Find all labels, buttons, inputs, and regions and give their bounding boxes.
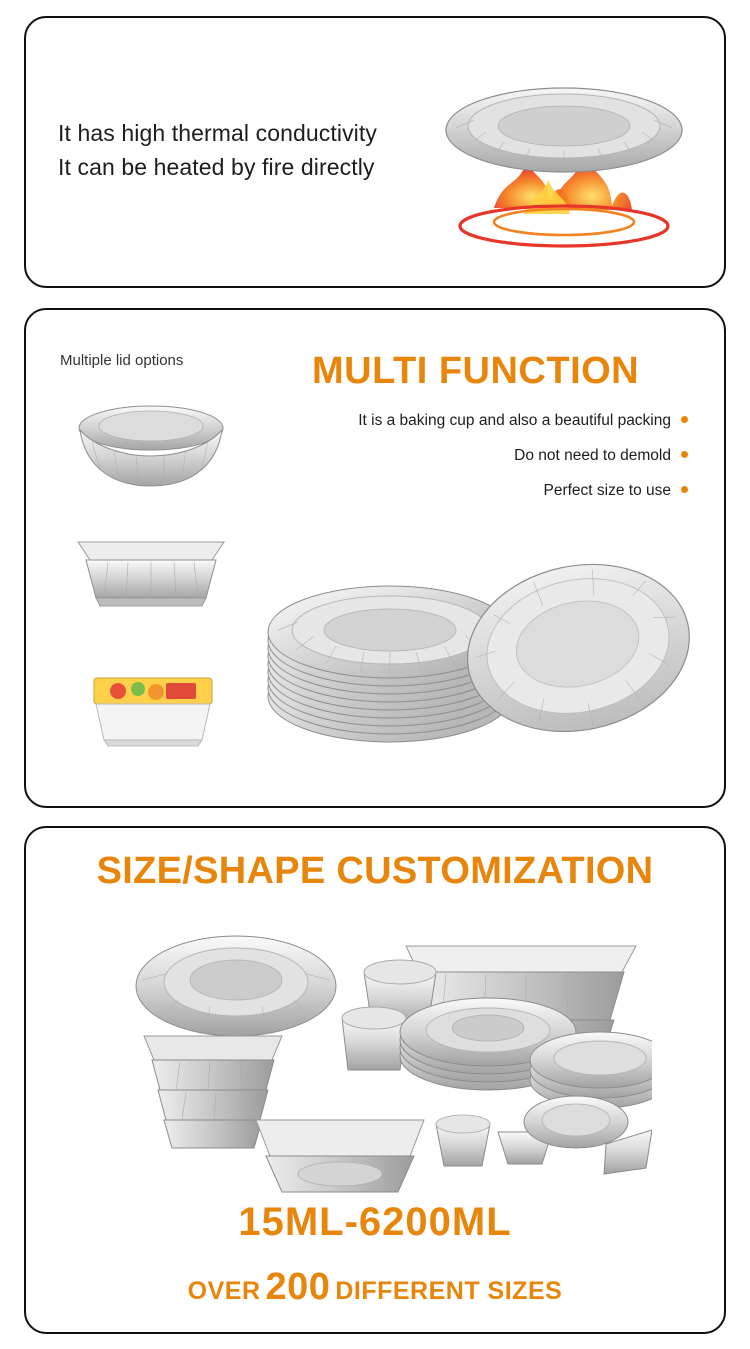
stack-of-round-foil-plates-illustration xyxy=(262,546,702,796)
list-item xyxy=(276,412,688,430)
tray-flame-svg xyxy=(434,58,694,258)
multi-function-bullet-list xyxy=(276,412,688,517)
printed-paper-lid-container xyxy=(94,678,212,746)
bullet-text: Perfect size to use xyxy=(543,482,671,499)
aluminium-tray-over-flame-illustration xyxy=(434,58,694,258)
bullet-text: Do not need to demold xyxy=(514,447,671,464)
rectangular-foil-container-with-lid xyxy=(78,542,224,606)
sizes-prefix: OVER xyxy=(187,1277,261,1305)
assorted-foil-containers-illustration xyxy=(106,908,652,1198)
thermal-text-block xyxy=(58,116,377,184)
size-shape-title: SIZE/SHAPE CUSTOMIZATION xyxy=(96,850,654,892)
bullet-text: It is a baking cup and also a beautiful packing xyxy=(358,412,671,429)
oval-foil-tray xyxy=(136,936,336,1036)
sizes-number: 200 xyxy=(265,1266,331,1308)
lid-options-illustration xyxy=(56,390,246,780)
small-foil-items-front xyxy=(436,1096,652,1174)
panel-size-shape-customization xyxy=(24,826,726,1334)
multiple-lid-options-label: Multiple lid options xyxy=(60,352,184,369)
bullet-dot-icon xyxy=(681,451,688,458)
panel-multi-function xyxy=(24,308,726,808)
thermal-line-1: It has high thermal conductivity xyxy=(58,120,377,146)
thermal-line-2: It can be heated by fire directly xyxy=(58,154,375,180)
sizes-count-line xyxy=(26,1266,724,1309)
multi-function-title: MULTI FUNCTION xyxy=(312,350,640,392)
large-rectangular-foil-pan-front xyxy=(256,1120,424,1192)
panel-thermal-conductivity xyxy=(24,16,726,288)
bullet-dot-icon xyxy=(681,486,688,493)
round-foil-bowl-with-lid xyxy=(79,406,223,486)
bullet-dot-icon xyxy=(681,416,688,423)
volume-range-text: 15ML-6200ML xyxy=(238,1200,512,1244)
list-item xyxy=(276,447,688,465)
list-item xyxy=(276,482,688,500)
sizes-suffix: DIFFERENT SIZES xyxy=(335,1277,563,1305)
